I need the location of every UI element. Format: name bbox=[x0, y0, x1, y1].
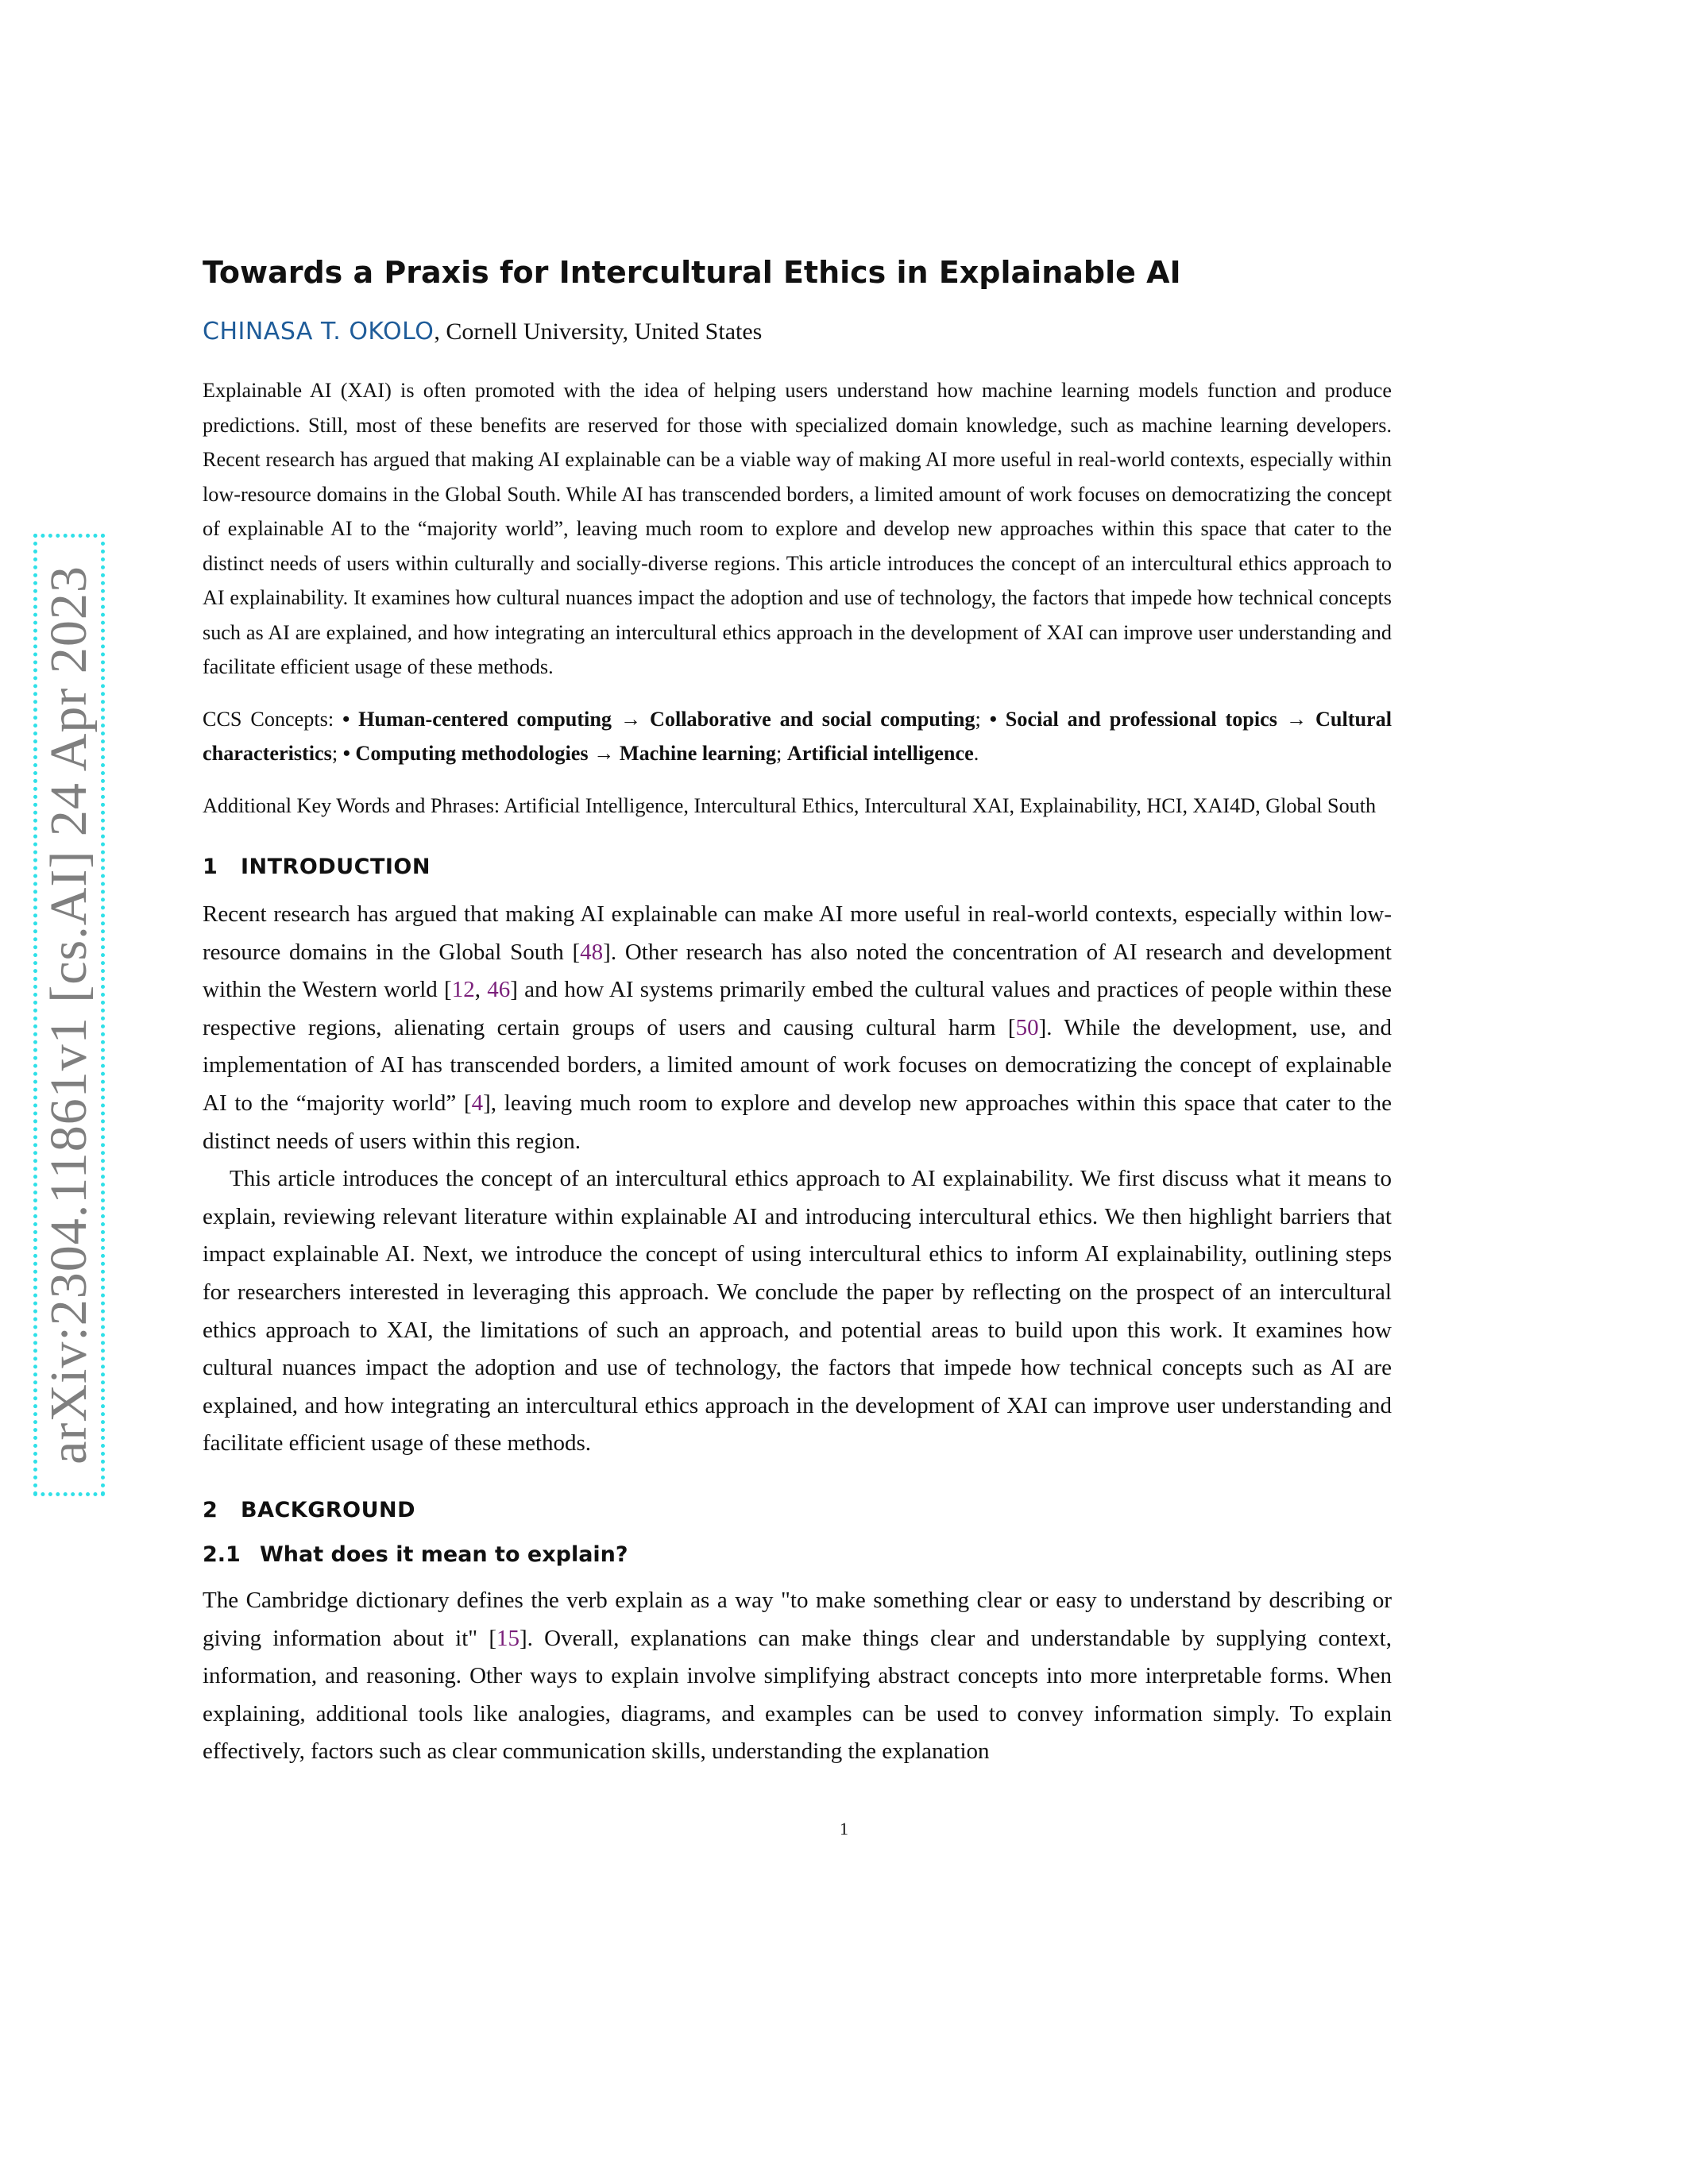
author-affiliation: , Cornell University, United States bbox=[434, 318, 763, 345]
section-heading bbox=[203, 1495, 1392, 1526]
subsection-heading bbox=[203, 1539, 1392, 1571]
citation-link[interactable]: 12 bbox=[451, 977, 475, 1003]
ccs-separator: ; bbox=[776, 742, 787, 765]
citation-link[interactable]: 46 bbox=[487, 977, 511, 1003]
paragraph-text: ]. Overall, explanations can make things clear and understandable by supplying context, information, and reasoning. Other ways to explain involve simplifying abstract concepts into more interpretable forms. When explaining, additional tools like analogies, diagrams, and examples can be used to convey information simply. To explain effectively, factors such as clear communication skills, understanding the explanation bbox=[203, 1625, 1392, 1765]
ccs-end: . bbox=[973, 742, 979, 765]
ccs-item: Artificial intelligence bbox=[786, 742, 974, 765]
author-line bbox=[203, 316, 1392, 348]
ccs-item: • Social and professional topics → Cultural characteristics bbox=[203, 707, 1392, 765]
ccs-concepts bbox=[203, 702, 1392, 771]
citation-link[interactable]: 48 bbox=[580, 939, 604, 965]
arxiv-identifier[interactable]: arXiv:2304.11861v1 [cs.AI] 24 Apr 2023 bbox=[40, 565, 98, 1464]
paper-content bbox=[203, 253, 1392, 1803]
section-number: 2 bbox=[203, 1497, 218, 1522]
author-name: CHINASA T. OKOLO bbox=[203, 318, 435, 345]
ccs-separator: ; bbox=[975, 707, 990, 731]
paragraph bbox=[203, 1582, 1392, 1771]
paragraph-text: The Cambridge dictionary defines the verb explain as a way "to make something clear or easy to understand by describing or giving information about it" [ bbox=[203, 1587, 1392, 1651]
subsection-title: What does it mean to explain? bbox=[260, 1542, 628, 1567]
paragraph: This article introduces the concept of an intercultural ethics approach to AI explainability. We first discuss what it means to explain, reviewing relevant literature within explainable AI and introducing intercultural ethics. We then highlight barriers that impact explainable AI. Next, we introduce the concept of using intercultural ethics to inform AI explainability, outlining steps for researchers interested in leveraging this approach. We conclude the paper by reflecting on the prospect of an intercultural ethics approach to XAI, the limitations of such an approach, and potential areas to build upon this work. It examines how cultural nuances impact the adoption and use of technology, the factors that impede how technical concepts such as AI are explained, and how integrating an intercultural ethics approach in the development of XAI can improve user understanding and facilitate efficient usage of these methods. bbox=[203, 1166, 1392, 1457]
ccs-separator: ; bbox=[331, 742, 343, 765]
section-background bbox=[203, 1495, 1392, 1771]
paragraph-text: ] and how AI systems primarily embed the cultural values and practices of people within these respective regions, alienating certain groups of users and causing cultural harm [ bbox=[203, 977, 1392, 1040]
section-title: INTRODUCTION bbox=[241, 855, 431, 879]
citation-link[interactable]: 4 bbox=[471, 1090, 484, 1116]
ccs-item: • Human-centered computing → Collaborative and social computing bbox=[342, 707, 975, 731]
ccs-item: • Computing methodologies → Machine learning bbox=[342, 742, 776, 765]
arxiv-stamp[interactable] bbox=[33, 534, 105, 1496]
paragraph-text: Recent research has argued that making AI explainable can make AI more useful in real-world contexts, especially within low-resource domains in the Global South [ bbox=[203, 901, 1392, 965]
ccs-prefix: CCS Concepts: bbox=[203, 707, 343, 731]
keywords: Additional Key Words and Phrases: Artificial Intelligence, Intercultural Ethics, Intercultural XAI, Explainability, HCI, XAI4D, Global South bbox=[203, 793, 1377, 817]
section-number: 1 bbox=[203, 855, 218, 879]
paragraph bbox=[203, 896, 1392, 1160]
page-number: 1 bbox=[840, 1819, 848, 1839]
section-introduction bbox=[203, 851, 1392, 1463]
paragraph-text: ]. Other research has also noted the concentration of AI research and development within the Western world [ bbox=[203, 939, 1392, 1003]
paragraph-text: ]. While the development, use, and implementation of AI has transcended borders, a limited amount of work focuses on democratizing the concept of explainable AI to the “majority world” [ bbox=[203, 1014, 1392, 1116]
paper-title: Towards a Praxis for Intercultural Ethics in Explainable AI bbox=[203, 255, 1181, 290]
section-title: BACKGROUND bbox=[241, 1497, 416, 1522]
citation-link[interactable]: 15 bbox=[496, 1625, 520, 1651]
citation-link[interactable]: 50 bbox=[1015, 1014, 1039, 1040]
citation-separator: , bbox=[474, 977, 488, 1003]
paragraph-text: ], leaving much room to explore and develop new approaches within this space that cater to the distinct needs of users within this region. bbox=[203, 1090, 1392, 1154]
abstract: Explainable AI (XAI) is often promoted with the idea of helping users understand how machine learning models function and produce predictions. Still, most of these benefits are reserved for those with specialized domain knowledge, such as machine learning developers. Recent research has argued that making AI explainable can be a viable way of making AI more useful in real-world contexts, especially within low-resource domains in the Global South. While AI has transcended borders, a limited amount of work focuses on democratizing the concept of explainable AI to the “majority world”, leaving much room to explore and develop new approaches within this space that cater to the distinct needs of users within culturally and socially-diverse regions. This article introduces the concept of an intercultural ethics approach to AI explainability. It examines how cultural nuances impact the adoption and use of technology, the factors that impede how technical concepts such as AI are explained, and how integrating an intercultural ethics approach in the development of XAI can improve user understanding and facilitate efficient usage of these methods. bbox=[203, 379, 1392, 678]
subsection-number: 2.1 bbox=[203, 1542, 241, 1567]
section-heading bbox=[203, 851, 1392, 883]
